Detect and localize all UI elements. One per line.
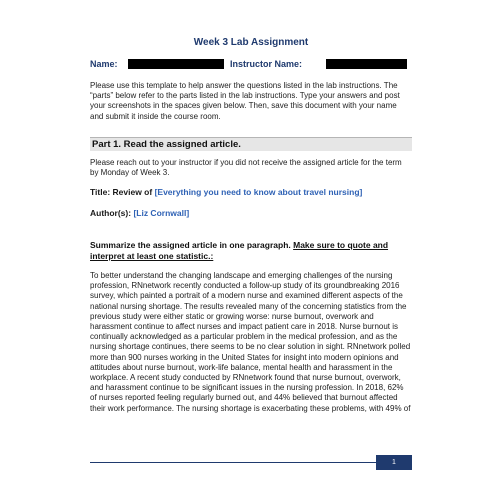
summary-prompt-underlined: Make sure to quote and interpret at least one statistic.: [90,240,389,261]
document-page [90,0,412,500]
article-title-line [90,187,362,197]
instructor-name-label: Instructor Name: [230,59,303,69]
summary-body: To better understand the changing landscape and emerging challenges of the nursing profession, RNnetwork recently conducted a follow-up study of its groundbreaking 2016 survey, which painted a portrait of a modern nurse and examined different aspects of the national nursing shortage. The results revealed many of the concerning statistics from the previous study were either static or growing worse: nurse burnout, overwork and harassment continue to affect nurses and impact patient care in 2018. Nurse burnout is continually acknowledged as a particular problem in the medical profession, and as the nursing shortage continues, there seems to be no clear solution in sight. RNnetwork polled more than 900 nurses working in the United States for insight into modern opinions and attitudes about nurse burnout, work-life balance, mental health and harassment in the workplace. A recent study conducted by RNnetwork found that nurse burnout, overwork, and harassment continue to be significant issues in the nursing profession. In 2018, 62% of nurses reported feeling regularly burned out, and 44% believed that burnout affected their work performance. The nursing shortage is exacerbating these problems, with 49% of [90,271,411,413]
page-number: 1 [376,455,412,470]
name-row [90,59,412,71]
name-label: Name: [90,59,118,69]
summary-prompt [90,240,412,262]
author-line [90,208,189,218]
summary-prompt-text: Summarize the assigned article in one paragraph. [90,240,294,250]
footer-rule [90,462,384,463]
redacted-name-box [128,59,224,69]
document-title: Week 3 Lab Assignment [193,37,309,48]
part1-note: Please reach out to your instructor if you did not receive the assigned article for the term by Monday of Week 3. [90,158,402,178]
author-label: Author(s): [90,208,134,218]
title-label: Title: Review of [90,187,155,197]
article-title: [Everything you need to know about travel nursing] [154,187,363,197]
redacted-instructor-box [326,59,407,69]
intro-paragraph: Please use this template to help answer the questions listed in the lab instructions. The “parts” below refer to the parts listed in the lab instructions. Type your answers and post your screenshots in the spaces given below. Then, save this document with your name and submit it inside the course room. [90,81,400,121]
author-value: [Liz Cornwall] [133,208,190,218]
part1-heading: Part 1. Read the assigned article. [90,137,412,151]
